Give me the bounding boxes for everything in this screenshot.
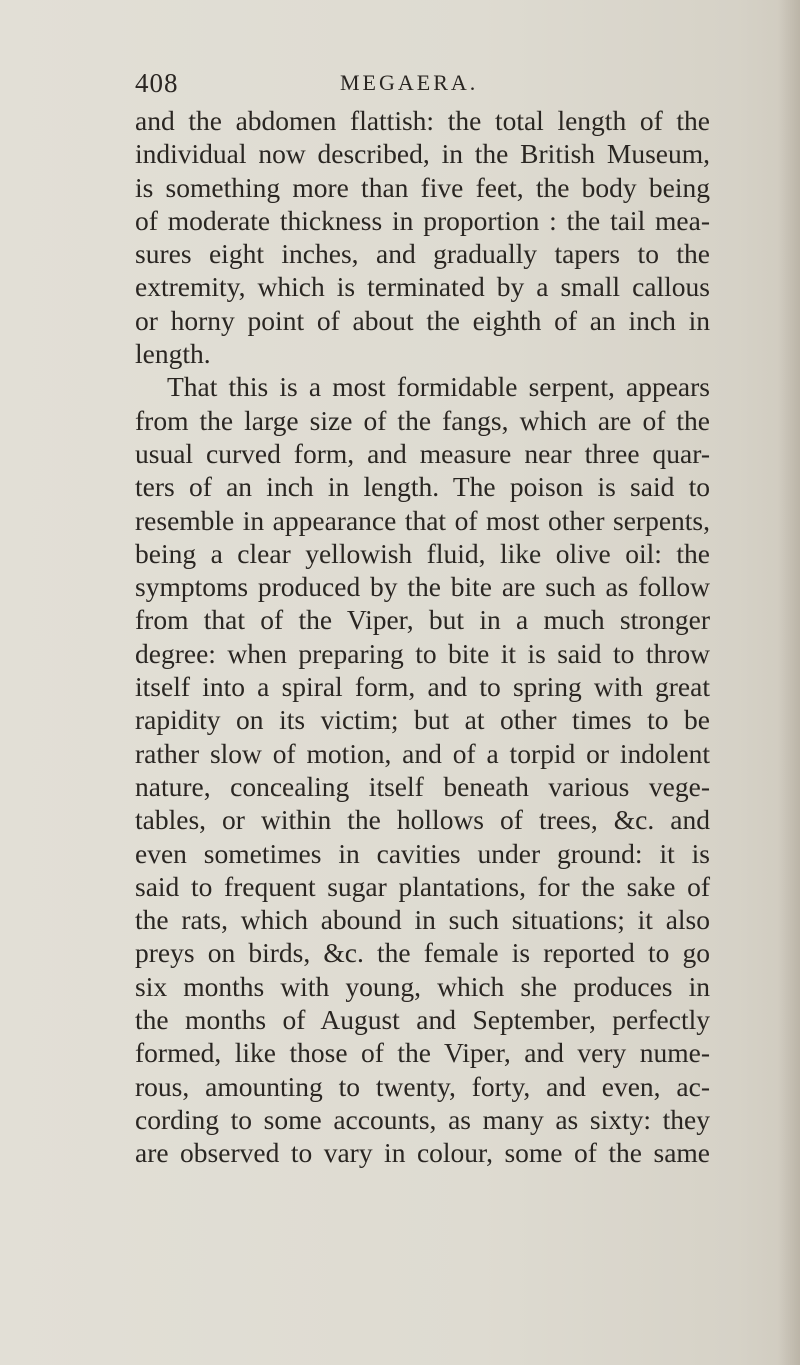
text-line: individual now described, in the British Museum,	[135, 138, 710, 170]
text-line: nature, concealing itself beneath various vege-	[135, 770, 710, 802]
text-line: rapidity on its victim; but at other times to be	[135, 704, 710, 736]
page-edge-shadow	[778, 0, 800, 1365]
text-line: preys on birds, &c. the female is reported to go	[135, 937, 710, 969]
text-line: six months with young, which she produces in	[135, 970, 710, 1002]
text-line: the months of August and September, perfectly	[135, 1004, 710, 1036]
text-line: extremity, which is terminated by a small callous	[135, 271, 710, 303]
text-line: even sometimes in cavities under ground: it is	[135, 837, 710, 869]
text-line: formed, like those of the Viper, and very nume-	[135, 1037, 710, 1069]
paragraph-start-line: That this is a most formidable serpent, appears	[167, 371, 710, 403]
text-line: from the large size of the fangs, which are of the	[135, 404, 710, 436]
text-line: the rats, which abound in such situations; it also	[135, 904, 710, 936]
text-line: sures eight inches, and gradually tapers to the	[135, 238, 710, 270]
running-head: MEGAERA.	[340, 70, 479, 95]
text-line: rather slow of motion, and of a torpid or indolent	[135, 737, 710, 769]
text-line: being a clear yellowish fluid, like olive oil: the	[135, 537, 710, 569]
text-line: symptoms produced by the bite are such as follow	[135, 571, 710, 603]
text-line: resemble in appearance that of most other serpents,	[135, 504, 710, 536]
page-header	[135, 68, 695, 104]
text-line: is something more than five feet, the body being	[135, 171, 710, 203]
text-line: degree: when preparing to bite it is said to throw	[135, 637, 710, 669]
text-line: cording to some accounts, as many as sixty: they	[135, 1103, 710, 1135]
body-text	[135, 104, 710, 1170]
text-line: tables, or within the hollows of trees, &c. and	[135, 804, 710, 836]
text-line: and the abdomen flattish: the total length of the	[135, 105, 710, 136]
text-line: ters of an inch in length. The poison is said to	[135, 471, 710, 503]
text-line: are observed to vary in colour, some of the same	[135, 1137, 710, 1169]
text-line: itself into a spiral form, and to spring with great	[135, 671, 710, 703]
page-number: 408	[135, 68, 179, 98]
text-line: from that of the Viper, but in a much stronger	[135, 604, 710, 636]
text-line: said to frequent sugar plantations, for the sake of	[135, 870, 710, 902]
text-line: usual curved form, and measure near three quar-	[135, 437, 710, 469]
text-line: or horny point of about the eighth of an inch in	[135, 304, 710, 336]
text-line: rous, amounting to twenty, forty, and even, ac-	[135, 1070, 710, 1102]
text-line: of moderate thickness in proportion : the tail mea-	[135, 204, 710, 236]
text-line: length.	[135, 338, 211, 370]
